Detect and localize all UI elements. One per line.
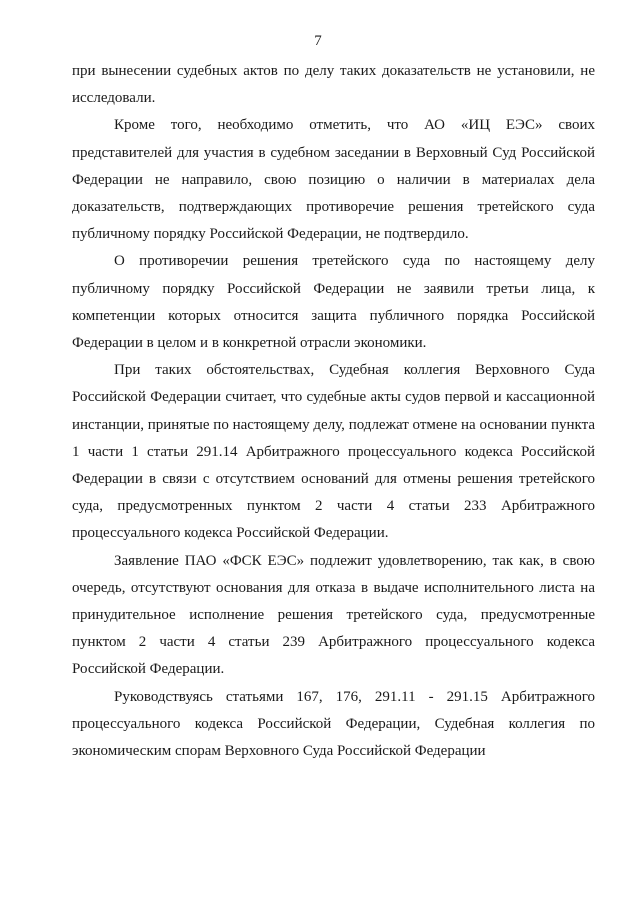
paragraph: О противоречии решения третейского суда по настоящему делу публичному порядку Российской Федерации не заявили третьи лица, к компетенции которых относится защита публичного порядка Российской Федерации в целом и в конкретной отрасли экономики. [72,253,595,352]
paragraph: Заявление ПАО «ФСК ЕЭС» подлежит удовлетворению, так как, в свою очередь, отсутствуют основания для отказа в выдаче исполнительного листа на принудительное исполнение решения третейского суда, предусмотренные пунктом 2 части 4 статьи 239 Арбитражного процессуального кодекса Российской Федерации. [72,552,595,678]
paragraph: при вынесении судебных актов по делу таких доказательств не установили, не исследовали. [72,63,595,107]
paragraph: Кроме того, необходимо отметить, что АО «ИЦ ЕЭС» своих представителей для участия в судебном заседании в Верховный Суд Российской Федерации не направило, свою позицию о наличии в материалах дела доказательств, подтверждающих противоречие решения третейского суда публичному порядку Российской Федерации, не подтвердило. [72,117,595,243]
paragraph: Руководствуясь статьями 167, 176, 291.11 - 291.15 Арбитражного процессуального кодекса Российской Федерации, Судебная коллегия по экономическим спорам Верховного Суда Российской Федерации [72,688,595,760]
page-number: 7 [314,33,322,49]
document-body [72,58,595,765]
paragraph: При таких обстоятельствах, Судебная коллегия Верховного Суда Российской Федерации считает, что судебные акты судов первой и кассационной инстанции, принятые по настоящему делу, подлежат отмене на основании пункта 1 части 1 статьи 291.14 Арбитражного процессуального кодекса Российской Федерации в связи с отсутствием оснований для отмены решения третейского суда, предусмотренных пунктом 2 части 4 статьи 233 Арбитражного процессуального кодекса Российской Федерации. [72,362,595,542]
